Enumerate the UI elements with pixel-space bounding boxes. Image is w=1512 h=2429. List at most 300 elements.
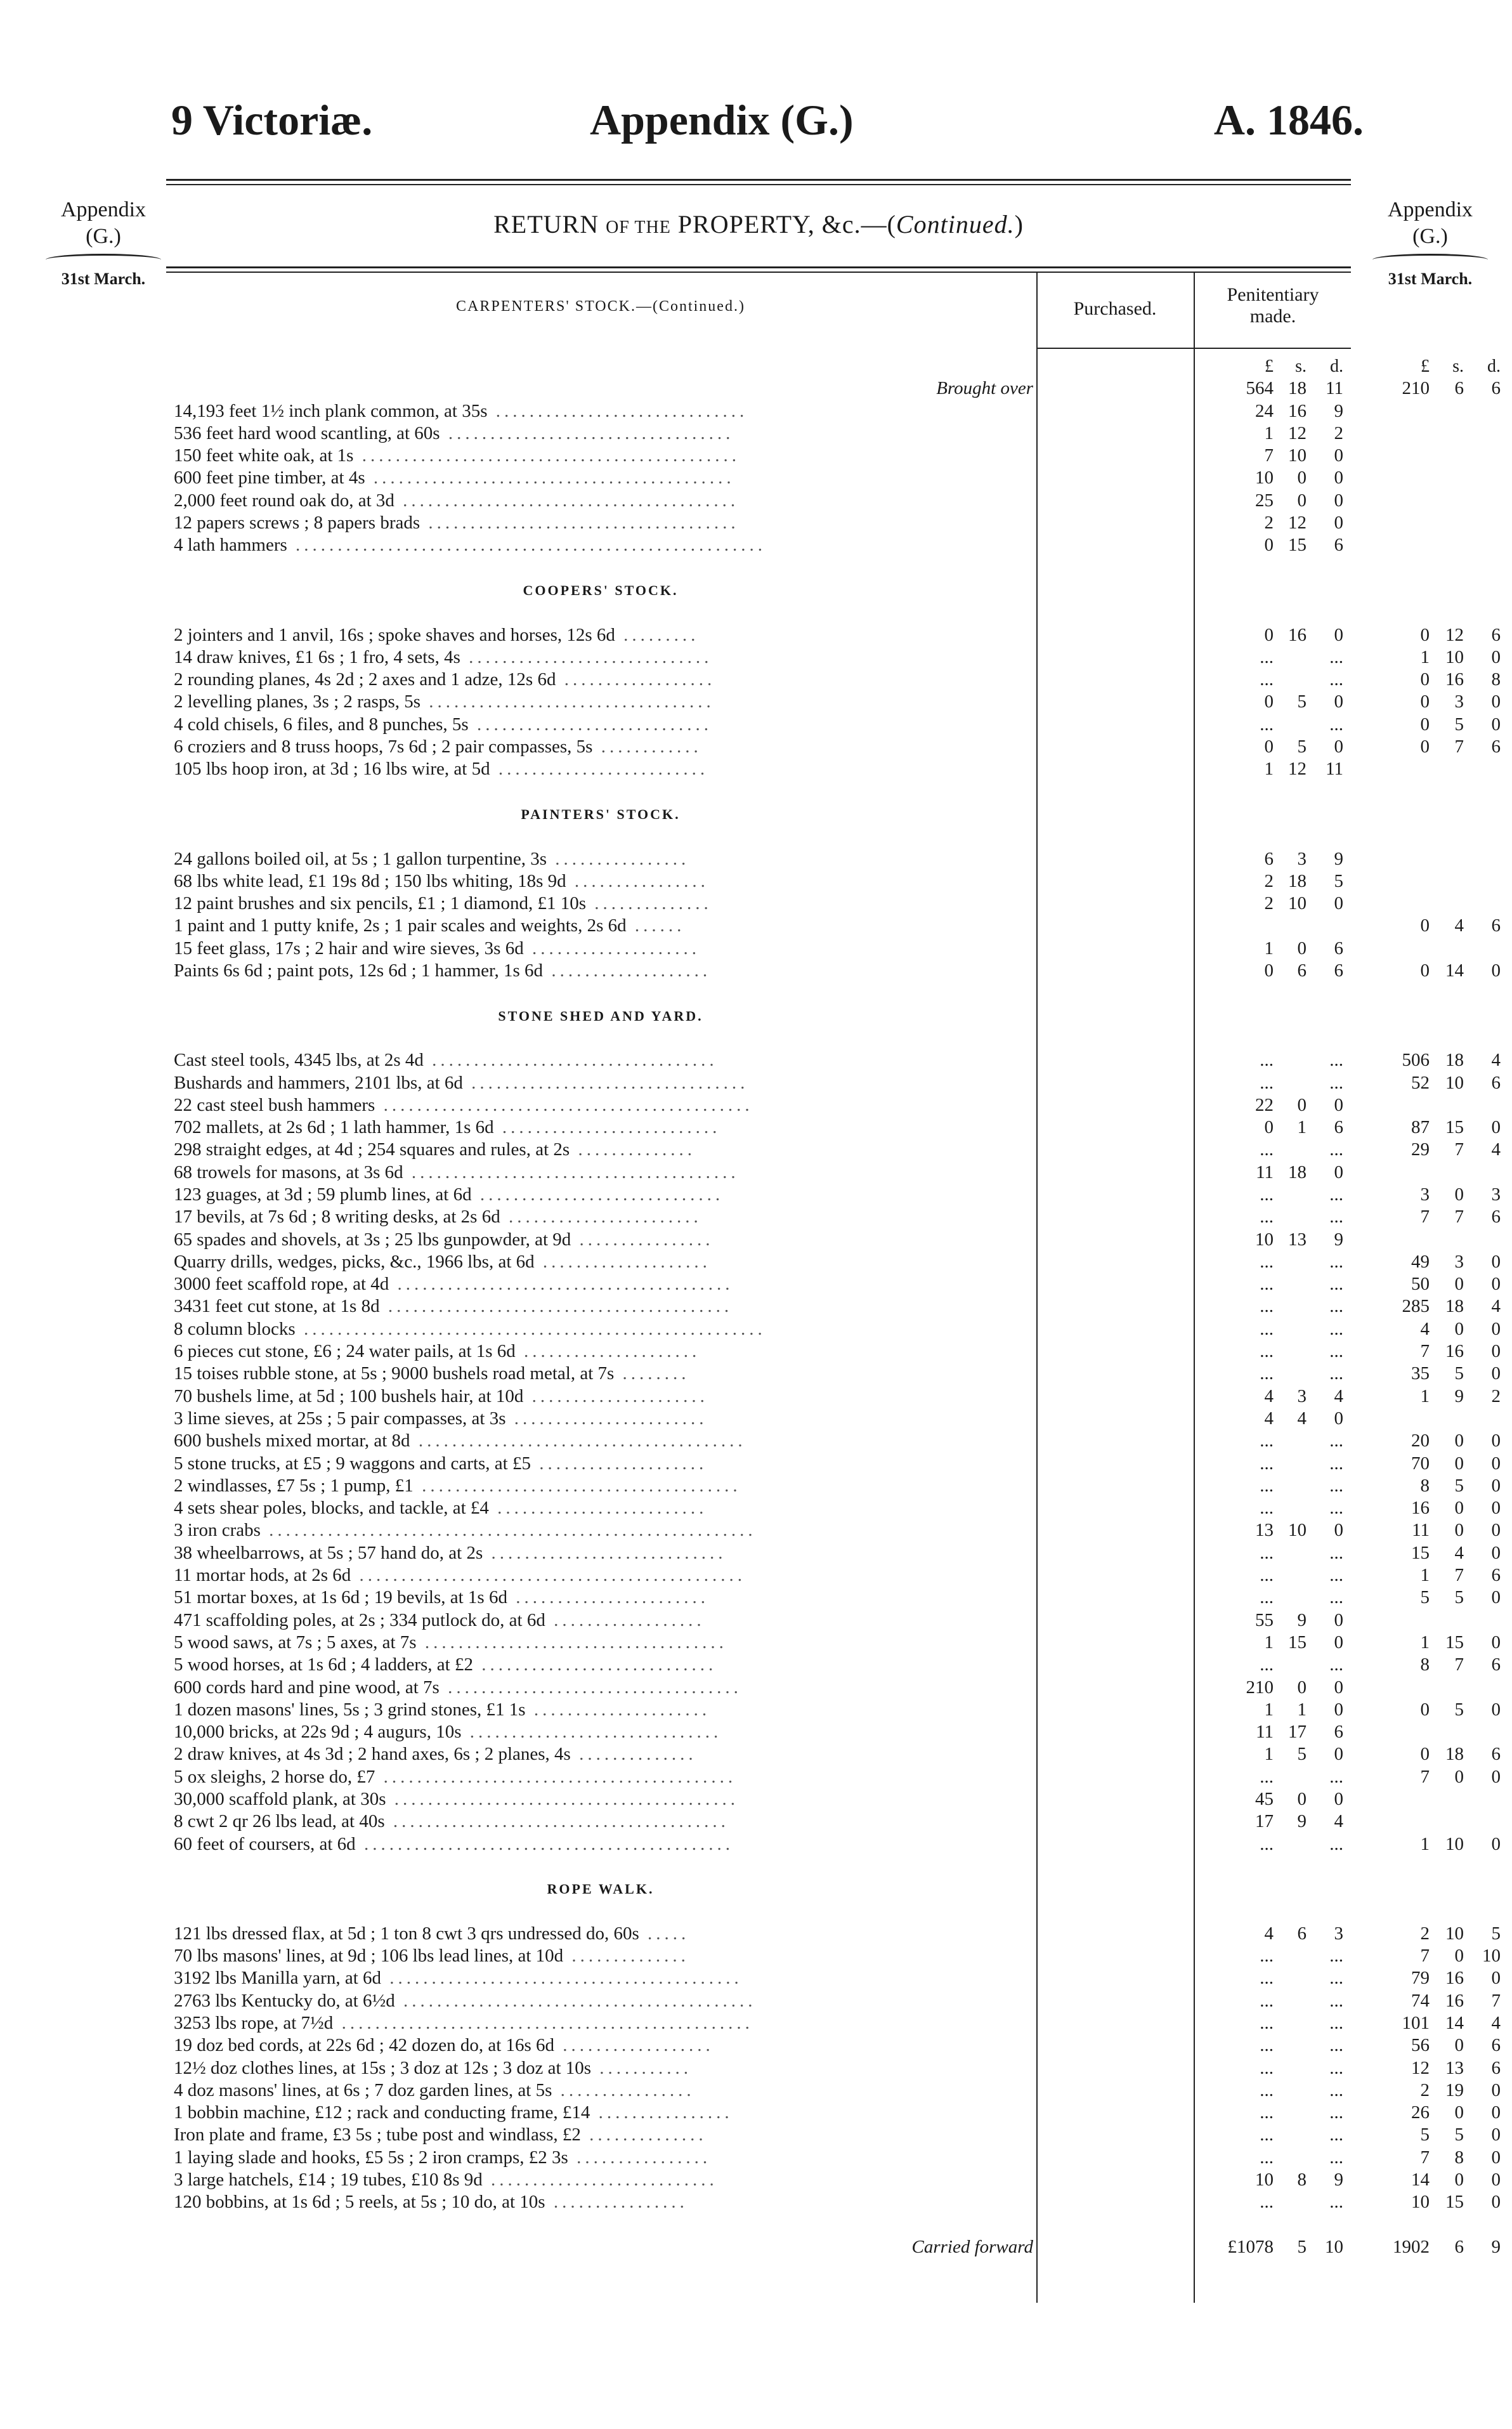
table-row: [166, 1743, 1501, 1765]
item-description: 14 draw knives, £1 6s ; 1 fro, 4 sets, 4s .............................: [174, 646, 713, 667]
table-row: [166, 2057, 1501, 2079]
table-row: [166, 893, 1351, 915]
penitentiary-pounds: 7: [1420, 1341, 1430, 1362]
penitentiary-pence: 0: [1491, 1318, 1501, 1339]
penitentiary-pounds: 12: [1411, 2057, 1430, 2078]
item-description: Quarry drills, wedges, picks, &c., 1966 lbs, at 6d ....................: [174, 1251, 711, 1272]
purchased-pence: ...: [1329, 1274, 1343, 1295]
return-title: [166, 209, 1351, 239]
penitentiary-shillings: 3: [1454, 1251, 1464, 1272]
table-row: [166, 1229, 1351, 1251]
table-row: [166, 758, 1351, 780]
penitentiary-pounds: 16: [1411, 1498, 1430, 1519]
purchased-pence: 0: [1334, 445, 1343, 466]
purchased-pence: ...: [1329, 1318, 1343, 1339]
table-row: [166, 1049, 1501, 1071]
item-description: Paints 6s 6d ; paint pots, 12s 6d ; 1 hammer, 1s 6d ...................: [174, 960, 712, 981]
purchased-pence: 9: [1334, 1229, 1343, 1250]
purchased-pence: ...: [1329, 1990, 1343, 2011]
penitentiary-shillings: 19: [1445, 2079, 1464, 2100]
penitentiary-shillings: 0: [1454, 1318, 1464, 1339]
purchased-pence: 0: [1334, 1094, 1343, 1115]
purchased-shillings: 8: [1297, 2170, 1307, 2190]
penitentiary-shillings: 14: [1445, 960, 1464, 981]
item-description: 2,000 feet round oak do, at 3d ........................................: [174, 490, 740, 511]
penitentiary-shillings: 14: [1445, 2012, 1464, 2033]
purchased-pounds: ...: [1260, 1766, 1274, 1787]
purchased-pounds: ...: [1260, 1431, 1274, 1451]
item-description: 4 lath hammers ........................................................: [174, 535, 767, 556]
purchased-pounds: 1: [1264, 422, 1274, 443]
item-description: 12 paint brushes and six pencils, £1 ; 1 diamond, £1 10s ..............: [174, 893, 712, 914]
leader-dots: ................: [552, 2079, 695, 2100]
purchased-pounds: ...: [1260, 1542, 1274, 1563]
penitentiary-shillings: 15: [1445, 1632, 1464, 1653]
purchased-shillings: 0: [1297, 468, 1307, 488]
leader-dots: .......................: [505, 1408, 708, 1429]
penitentiary-pounds: 7: [1420, 1207, 1430, 1228]
table-row: [166, 400, 1351, 422]
purchased-pounds: ...: [1260, 646, 1274, 667]
table-row: [166, 1430, 1501, 1452]
penitentiary-pounds: 0: [1420, 714, 1430, 735]
purchased-pence: ...: [1329, 1184, 1343, 1205]
penitentiary-shillings: 0: [1454, 1498, 1464, 1519]
purchased-pounds: £: [1265, 357, 1274, 376]
table-row: [166, 848, 1351, 870]
purchased-pence: ...: [1329, 1431, 1343, 1451]
carried-forward-row: [166, 2236, 1501, 2258]
penitentiary-pence: 0: [1491, 691, 1501, 712]
penitentiary-pence: 6: [1491, 378, 1501, 399]
table-row: [166, 1632, 1501, 1654]
purchased-pence: 2: [1334, 422, 1343, 443]
purchased-shillings: 0: [1297, 1789, 1307, 1809]
table-row: [166, 1340, 1501, 1363]
penitentiary-shillings: 6: [1454, 378, 1464, 399]
purchased-pounds: ...: [1260, 1654, 1274, 1675]
penitentiary-shillings: 7: [1454, 1565, 1464, 1586]
purchased-pounds: 4: [1264, 1385, 1274, 1406]
item-description: 10,000 bricks, at 22s 9d ; 4 augurs, 10s ..............................: [174, 1722, 722, 1743]
purchased-pence: 0: [1334, 1162, 1343, 1182]
item-description: 12 papers screws ; 8 papers brads .....................................: [174, 513, 740, 534]
purchased-pence: 0: [1334, 737, 1343, 757]
purchased-pounds: 45: [1255, 1789, 1274, 1809]
purchased-pounds: ...: [1260, 1453, 1274, 1474]
table-row: [166, 1677, 1351, 1699]
purchased-pence: ...: [1329, 1654, 1343, 1675]
purchased-pounds: ...: [1260, 1946, 1274, 1967]
purchased-pence: ...: [1329, 1565, 1343, 1586]
leader-dots: ................: [590, 2102, 733, 2123]
penitentiary-shillings: 15: [1445, 1117, 1464, 1138]
title-property: PROPERTY, &c.—(: [677, 210, 896, 239]
header-appendix: Appendix (G.): [590, 96, 854, 144]
title-continued: Continued.: [896, 210, 1015, 239]
leader-dots: ..............................: [461, 1722, 722, 1743]
margin-sub: (G.): [1412, 225, 1448, 248]
table-row: [166, 1453, 1501, 1475]
leader-dots: ........................................: [389, 1274, 734, 1295]
item-description: 5 wood saws, at 7s ; 5 axes, at 7s ....................................: [174, 1632, 727, 1653]
margin-label: Appendix: [60, 198, 147, 221]
purchased-pounds: 13: [1255, 1520, 1274, 1541]
purchased-pence: 0: [1334, 1609, 1343, 1630]
penitentiary-pounds: 0: [1420, 737, 1430, 757]
purchased-pounds: ...: [1260, 1363, 1274, 1384]
penitentiary-pence: 0: [1491, 1968, 1501, 1989]
purchased-pence: ...: [1329, 1453, 1343, 1474]
purchased-pence: ...: [1329, 2102, 1343, 2123]
purchased-pence: ...: [1329, 2192, 1343, 2213]
item-description: 600 feet pine timber, at 4s ...........................................: [174, 468, 735, 488]
penitentiary-shillings: 7: [1454, 1654, 1464, 1675]
item-description: 600 bushels mixed mortar, at 8d .......................................: [174, 1431, 746, 1451]
penitentiary-pence: 6: [1491, 624, 1501, 645]
penitentiary-shillings: 0: [1454, 1274, 1464, 1295]
item-description: PAINTERS' STOCK.: [521, 806, 681, 822]
purchased-pence: 4: [1334, 1385, 1343, 1406]
item-description: 3000 feet scaffold rope, at 4d ........................................: [174, 1274, 734, 1295]
spacer-row: [166, 825, 1351, 848]
title-close: ): [1014, 210, 1024, 239]
purchased-shillings: 9: [1297, 1609, 1307, 1630]
leader-dots: ..................................: [423, 1050, 718, 1071]
leader-dots: ...................................: [439, 1677, 742, 1698]
penitentiary-pence: 9: [1491, 2236, 1501, 2257]
item-description: Iron plate and frame, £3 5s ; tube post and windlass, £2 ..............: [174, 2125, 707, 2145]
penitentiary-pence: 4: [1491, 1139, 1501, 1160]
purchased-pence: 9: [1334, 2170, 1343, 2190]
item-description: 3192 lbs Manilla yarn, at 6d ..........................................: [174, 1968, 743, 1989]
table-row: [166, 1833, 1501, 1856]
penitentiary-pence: 4: [1491, 1050, 1501, 1071]
penitentiary-shillings: 12: [1445, 624, 1464, 645]
item-description: 60 feet of coursers, at 6d ............................................: [174, 1833, 734, 1854]
leader-dots: .....................: [523, 1385, 708, 1406]
penitentiary-pounds: 0: [1420, 691, 1430, 712]
penitentiary-pence: 0: [1491, 1251, 1501, 1272]
penitentiary-shillings: 10: [1445, 1072, 1464, 1093]
leader-dots: .......................: [507, 1587, 709, 1608]
purchased-pounds: 1: [1264, 1744, 1274, 1765]
item-description: 2763 lbs Kentucky do, at 6½d ..........................................: [174, 1990, 757, 2011]
purchased-pounds: 10: [1255, 468, 1274, 488]
purchased-pence: ...: [1329, 646, 1343, 667]
penitentiary-pence: 0: [1491, 2192, 1501, 2213]
penitentiary-pounds: 5: [1420, 1587, 1430, 1608]
table-row: [166, 1184, 1501, 1206]
purchased-shillings: s.: [1295, 357, 1307, 376]
item-description: 3 large hatchels, £14 ; 19 tubes, £10 8s 9d ...........................: [174, 2170, 718, 2190]
purchased-pounds: 1: [1264, 1632, 1274, 1653]
purchased-pounds: 17: [1255, 1811, 1274, 1832]
purchased-shillings: 9: [1297, 1811, 1307, 1832]
penitentiary-pounds: 70: [1411, 1453, 1430, 1474]
table-row: [166, 1967, 1501, 1989]
table-row: [166, 1542, 1501, 1564]
item-description: 3253 lbs rope, at 7½d .................................................: [174, 2012, 753, 2033]
purchased-pence: 4: [1334, 1811, 1343, 1832]
made-label: made.: [1249, 306, 1296, 327]
leader-dots: .............................: [471, 1184, 724, 1205]
penitentiary-shillings: 18: [1445, 1744, 1464, 1765]
penitentiary-pence: 0: [1491, 1498, 1501, 1519]
leader-dots: .........................: [490, 759, 709, 780]
table-row: [166, 1295, 1501, 1318]
penitentiary-pounds: 20: [1411, 1431, 1430, 1451]
purchased-pounds: 22: [1255, 1094, 1274, 1115]
leader-dots: .......................................................: [295, 1318, 766, 1339]
purchased-pounds: 11: [1256, 1162, 1274, 1182]
table-row: [166, 1162, 1351, 1184]
purchased-pounds: ...: [1260, 1184, 1274, 1205]
item-description: 70 lbs masons' lines, at 9d ; 106 lbs lead lines, at 10d ..............: [174, 1946, 689, 1967]
table-row: [166, 960, 1501, 982]
purchased-pounds: ...: [1260, 2147, 1274, 2168]
purchased-shillings: 3: [1297, 1385, 1307, 1406]
penitentiary-pounds: 210: [1402, 378, 1430, 399]
purchased-pence: ...: [1329, 714, 1343, 735]
leader-dots: .....: [639, 1923, 690, 1944]
item-description: 123 guages, at 3d ; 59 plumb lines, at 6d .............................: [174, 1184, 724, 1205]
purchased-pounds: 0: [1264, 960, 1274, 981]
purchased-pence: ...: [1329, 2125, 1343, 2145]
item-description: 2 draw knives, at 4s 3d ; 2 hand axes, 6s ; 2 planes, 4s ..............: [174, 1744, 697, 1765]
purchased-pounds: ...: [1260, 1498, 1274, 1519]
purchased-pence: 0: [1334, 468, 1343, 488]
purchased-pence: ...: [1329, 1251, 1343, 1272]
penitentiary-pence: 0: [1491, 1766, 1501, 1787]
table-row: [166, 1564, 1501, 1587]
penitentiary-shillings: 0: [1454, 2102, 1464, 2123]
table-row: [166, 646, 1501, 669]
leader-dots: .....................: [515, 1341, 701, 1362]
purchased-pounds: ...: [1260, 1990, 1274, 2011]
section-heading: [166, 579, 1351, 601]
purchased-pence: ...: [1329, 669, 1343, 690]
penitentiary-pence: 0: [1491, 1341, 1501, 1362]
purchased-pounds: ...: [1260, 2035, 1274, 2056]
penitentiary-shillings: 0: [1454, 2035, 1464, 2056]
item-description: 5 wood horses, at 1s 6d ; 4 ladders, at £2 ............................: [174, 1654, 717, 1675]
penitentiary-pence: 3: [1491, 1184, 1501, 1205]
penitentiary-pounds: 1902: [1393, 2236, 1430, 2257]
penitentiary-pence: 0: [1491, 1542, 1501, 1563]
penitentiary-pence: 0: [1491, 1520, 1501, 1541]
table-row: [166, 1699, 1501, 1721]
penitentiary-pounds: 0: [1420, 669, 1430, 690]
brought-over-row: [166, 377, 1501, 400]
purchased-pounds: ...: [1260, 1968, 1274, 1989]
item-description: 5 ox sleighs, 2 horse do, £7 ..........................................: [174, 1766, 737, 1787]
purchased-pence: 0: [1334, 624, 1343, 645]
purchased-pounds: 4: [1264, 1923, 1274, 1944]
purchased-pence: 0: [1334, 1789, 1343, 1809]
penitentiary-pounds: 0: [1420, 1744, 1430, 1765]
leader-dots: ............................: [473, 1654, 717, 1675]
leader-dots: ..............: [570, 1139, 696, 1160]
penitentiary-pounds: 0: [1420, 624, 1430, 645]
purchased-shillings: 0: [1297, 1677, 1307, 1698]
penitentiary-pence: 2: [1491, 1385, 1501, 1406]
purchased-pounds: 564: [1246, 378, 1274, 399]
leader-dots: ......: [626, 915, 686, 936]
leader-dots: ..........................................: [381, 1968, 743, 1989]
penitentiary-pence: 0: [1491, 2170, 1501, 2190]
purchased-pence: ...: [1329, 1968, 1343, 1989]
leader-dots: ........................................................: [287, 535, 767, 556]
item-description: 3 lime sieves, at 25s ; 5 pair compasses, at 3s .......................: [174, 1408, 708, 1429]
margin-sub: (G.): [86, 225, 121, 248]
penitentiary-shillings: 3: [1454, 691, 1464, 712]
penitentiary-shillings: 7: [1454, 1139, 1464, 1160]
penitentiary-shillings: 10: [1445, 1833, 1464, 1854]
purchased-pounds: ...: [1260, 669, 1274, 690]
penitentiary-pence: 0: [1491, 714, 1501, 735]
margin-date: 31st March.: [1388, 270, 1473, 288]
purchased-pence: ...: [1329, 1139, 1343, 1160]
purchased-pounds: 4: [1264, 1408, 1274, 1429]
penitentiary-shillings: 18: [1445, 1296, 1464, 1317]
leader-dots: .............................................: [353, 445, 740, 466]
penitentiary-pounds: 74: [1411, 1990, 1430, 2011]
item-description: 702 mallets, at 2s 6d ; 1 lath hammer, 1s 6d ..........................: [174, 1117, 721, 1138]
purchased-pounds: 0: [1264, 624, 1274, 645]
penitentiary-shillings: 5: [1454, 2125, 1464, 2145]
item-description: 24 gallons boiled oil, at 5s ; 1 gallon turpentine, 3s ................: [174, 848, 690, 869]
penitentiary-shillings: 10: [1445, 1923, 1464, 1944]
table-top-rule: [166, 266, 1351, 268]
spacer-row: [166, 1856, 1351, 1878]
penitentiary-pence: 0: [1491, 1431, 1501, 1451]
item-description: 105 lbs hoop iron, at 3d ; 16 lbs wire, at 5d .........................: [174, 759, 709, 780]
purchased-shillings: 13: [1288, 1229, 1307, 1250]
penitentiary-pounds: 2: [1420, 1923, 1430, 1944]
penitentiary-pence: 10: [1482, 1946, 1501, 1967]
item-description: 1 dozen masons' lines, 5s ; 3 grind stones, £1 1s .....................: [174, 1699, 711, 1720]
table-row: [166, 1721, 1351, 1743]
item-description: 1 paint and 1 putty knife, 2s ; 1 pair scales and weights, 2s 6d ......: [174, 915, 686, 936]
purchased-pounds: ...: [1260, 2079, 1274, 2100]
penitentiary-shillings: s.: [1452, 357, 1464, 376]
penitentiary-pence: 0: [1491, 1587, 1501, 1608]
table-row: [166, 669, 1501, 691]
purchased-pounds: 24: [1255, 400, 1274, 421]
item-description: 14,193 feet 1½ inch plank common, at 35s ..............................: [174, 400, 748, 421]
penitentiary-shillings: 4: [1454, 1542, 1464, 1563]
purchased-shillings: 6: [1297, 960, 1307, 981]
leader-dots: ...........: [591, 2057, 693, 2078]
penitentiary-pounds: 8: [1420, 1654, 1430, 1675]
penitentiary-pounds: 56: [1411, 2035, 1430, 2056]
purchased-shillings: 6: [1297, 1923, 1307, 1944]
purchased-pence: 0: [1334, 893, 1343, 914]
section-heading: [166, 1878, 1351, 1900]
purchased-pence: 6: [1334, 535, 1343, 556]
item-description: 3431 feet cut stone, at 1s 8d .........................................: [174, 1296, 733, 1317]
penitentiary-pounds: 10: [1411, 2192, 1430, 2213]
penitentiary-shillings: 0: [1454, 1946, 1464, 1967]
header-year: A. 1846.: [1213, 96, 1364, 144]
penitentiary-shillings: 0: [1454, 2170, 1464, 2190]
item-description: 68 trowels for masons, at 3s 6d .......................................: [174, 1162, 740, 1182]
table-row: [166, 2012, 1501, 2034]
table-row: [166, 1072, 1501, 1094]
purchased-shillings: 15: [1288, 535, 1307, 556]
table-row: [166, 422, 1351, 445]
purchased-pence: d.: [1330, 357, 1343, 376]
purchased-shillings: 10: [1288, 1520, 1307, 1541]
purchased-shillings: 12: [1288, 759, 1307, 780]
leader-dots: ........................................: [384, 1811, 729, 1832]
purchased-pounds: 210: [1246, 1677, 1274, 1698]
leader-dots: ........................................: [394, 490, 740, 511]
purchased-shillings: 10: [1288, 893, 1307, 914]
purchased-shillings: 5: [1297, 2236, 1307, 2257]
leader-dots: .........................................: [386, 1789, 740, 1809]
section-heading: [166, 803, 1351, 825]
purchased-pence: ...: [1329, 1587, 1343, 1608]
purchased-shillings: 18: [1288, 870, 1307, 891]
purchased-pence: ...: [1329, 2079, 1343, 2100]
table-row: [166, 714, 1501, 736]
column-header-description: CARPENTERS' STOCK.—(Continued.): [456, 298, 745, 315]
table-row: [166, 1945, 1501, 1967]
penitentiary-pounds: 50: [1411, 1274, 1430, 1295]
purchased-pounds: ...: [1260, 2057, 1274, 2078]
penitentiary-shillings: 9: [1454, 1385, 1464, 1406]
table-row: [166, 1766, 1501, 1788]
penitentiary-shillings: 4: [1454, 915, 1464, 936]
penitentiary-shillings: 16: [1445, 1990, 1464, 2011]
purchased-pounds: ...: [1260, 2012, 1274, 2033]
purchased-shillings: 5: [1297, 1744, 1307, 1765]
purchased-shillings: 15: [1288, 1632, 1307, 1653]
penitentiary-pence: 0: [1491, 1833, 1501, 1854]
penitentiary-pounds: 2: [1420, 2079, 1430, 2100]
penitentiary-pence: 0: [1491, 1453, 1501, 1474]
penitentiary-pounds: 4: [1420, 1318, 1430, 1339]
penitentiary-pounds: 101: [1402, 2012, 1430, 2033]
table-row: [166, 1116, 1501, 1139]
table-row: [166, 938, 1351, 960]
item-description: 2 windlasses, £7 5s ; 1 pump, £1 ......................................: [174, 1475, 741, 1496]
leader-dots: ....................: [530, 1453, 708, 1474]
penitentiary-pence: 6: [1491, 2035, 1501, 2056]
leader-dots: .........................: [488, 1498, 708, 1519]
purchased-pence: ...: [1329, 1833, 1343, 1854]
header-rule: [166, 179, 1351, 181]
margin-note-left: [37, 197, 170, 292]
penitentiary-pounds: 1: [1420, 1632, 1430, 1653]
penitentiary-pence: 0: [1491, 2079, 1501, 2100]
item-description: 4 doz masons' lines, at 6s ; 7 doz garden lines, at 5s ................: [174, 2079, 695, 2100]
leader-dots: ..........................................: [375, 1766, 737, 1787]
leader-dots: .......................................: [403, 1162, 740, 1182]
spacer-row: [166, 1027, 1351, 1049]
penitentiary-pounds: 52: [1411, 1072, 1430, 1093]
purchased-pounds: 1: [1264, 759, 1274, 780]
penitentiary-pounds: 15: [1411, 1542, 1430, 1563]
purchased-shillings: 16: [1288, 624, 1307, 645]
item-description: 298 straight edges, at 4d ; 254 squares and rules, at 2s ..............: [174, 1139, 696, 1160]
penitentiary-shillings: 16: [1445, 1968, 1464, 1989]
item-description: ROPE WALK.: [547, 1881, 655, 1897]
leader-dots: ..............: [586, 893, 712, 914]
table-row: [166, 870, 1351, 893]
